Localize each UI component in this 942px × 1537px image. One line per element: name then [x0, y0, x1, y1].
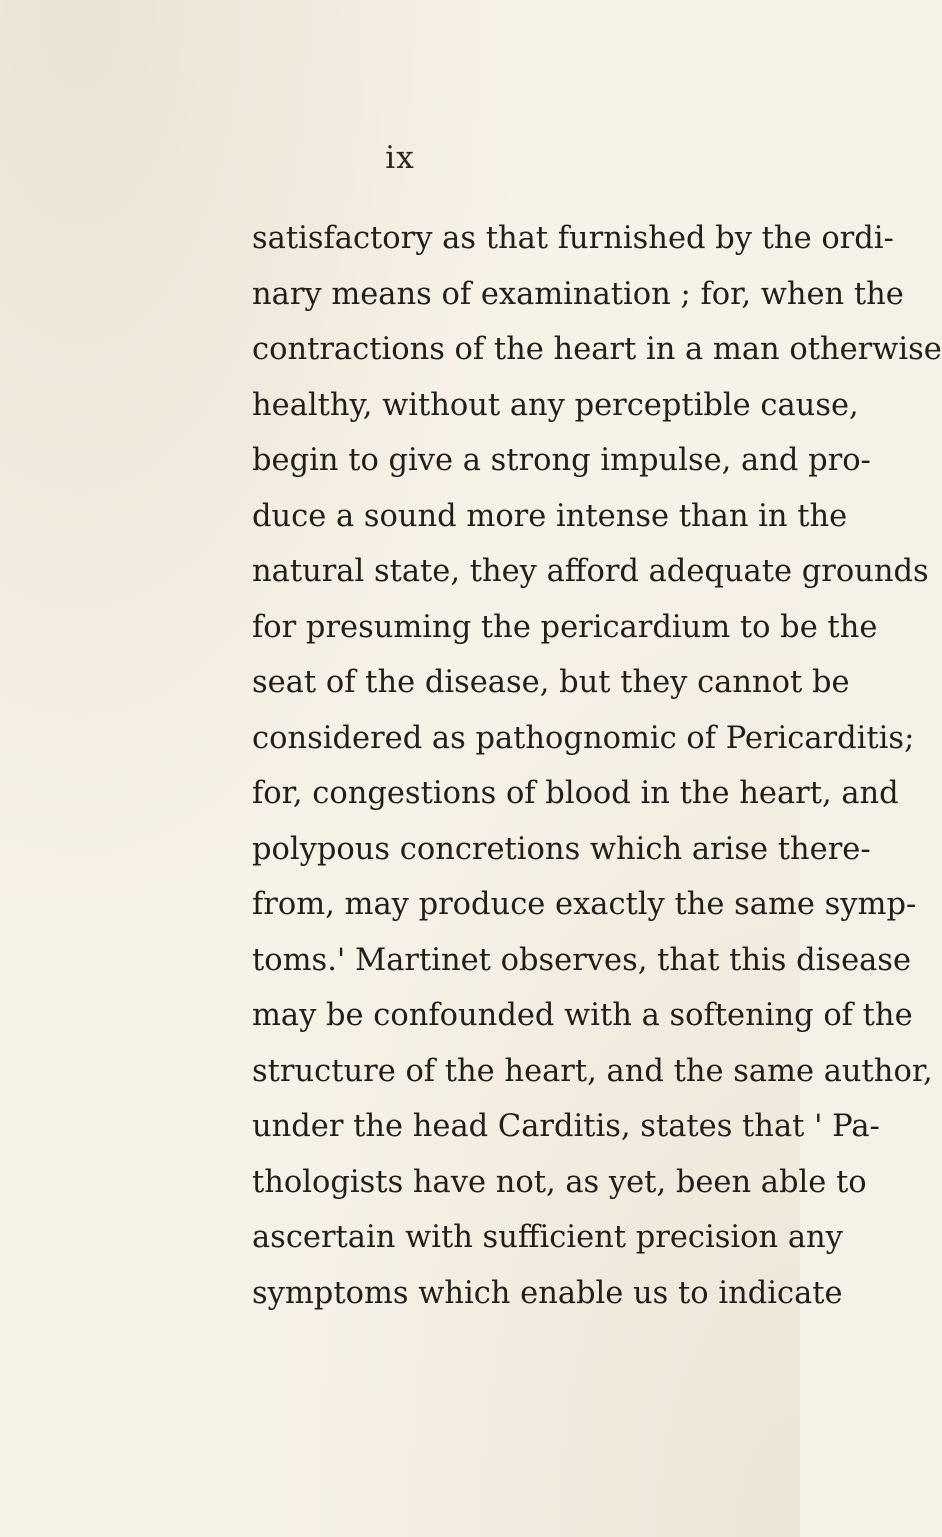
text-line: seat of the disease, but they cannot be	[252, 665, 850, 700]
text-line: thologists have not, as yet, been able to	[252, 1164, 867, 1200]
text-line: healthy, without any perceptible cause,	[252, 387, 859, 423]
text-line: toms.' Martinet observes, that this disease	[252, 942, 912, 978]
text-line: nary means of examination ; for, when the	[252, 276, 904, 312]
body-text	[252, 211, 942, 1321]
text-line: considered as pathognomic of Pericarditis;	[252, 720, 915, 756]
text-line: structure of the heart, and the same author,	[252, 1053, 933, 1089]
text-line: under the head Carditis, states that ' Pa-	[252, 1109, 880, 1144]
text-line: may be confounded with a softening of the	[252, 998, 913, 1033]
text-line: begin to give a strong impulse, and pro-	[252, 443, 871, 478]
text-line: symptoms which enable us to indicate	[252, 1275, 843, 1311]
text-line: for presuming the pericardium to be the	[252, 609, 878, 645]
page-number: ix	[385, 140, 415, 176]
text-line: duce a sound more intense than in the	[252, 498, 848, 534]
text-line: satisfactory as that furnished by the ordi-	[252, 221, 894, 256]
text-line: polypous concretions which arise there-	[252, 831, 871, 867]
text-line: from, may produce exactly the same symp-	[252, 887, 917, 922]
text-line: for, congestions of blood in the heart, and	[252, 776, 899, 811]
text-line: contractions of the heart in a man otherwise	[252, 332, 942, 367]
text-line: natural state, they afford adequate grounds	[252, 554, 929, 589]
text-line: ascertain with sufficient precision any	[252, 1220, 843, 1255]
